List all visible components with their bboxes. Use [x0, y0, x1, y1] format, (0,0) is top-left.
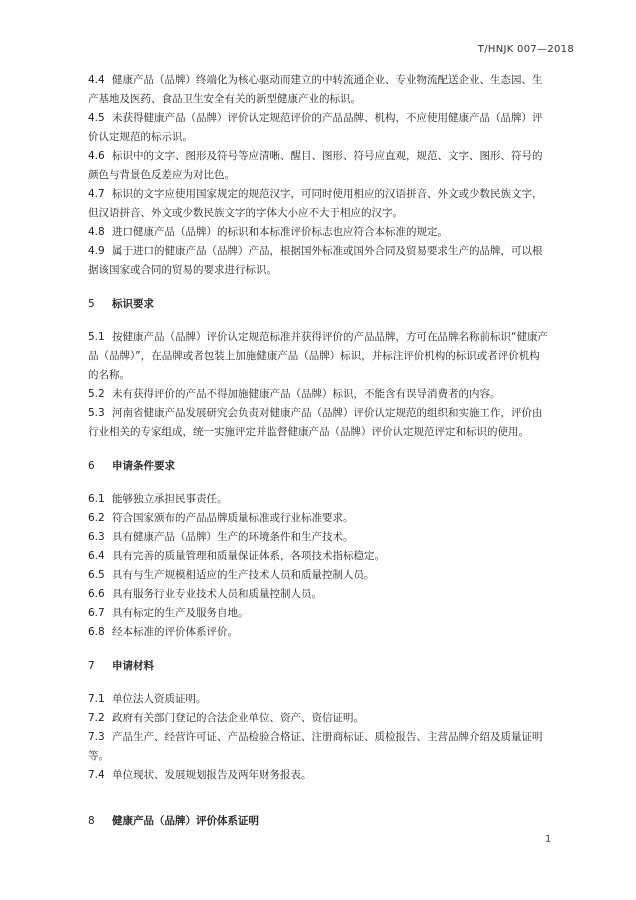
clause-item — [88, 223, 550, 242]
clause-item — [88, 185, 550, 223]
clause-text: 标识的文字应使用国家规定的规范汉字，可同时使用相应的汉语拼音、外文或少数民族文字，但汉语拼音、外文或少数民族文字的字体大小应不大于相应的汉字。 — [88, 188, 543, 219]
section-heading-8 — [88, 812, 550, 831]
clause-text: 按健康产品（品牌）评价认定规范标准并获得评价的产品品牌，方可在品牌名称前标识“健康产品（品牌）”，在品牌或者包装上加施健康产品（品牌）标识，并标注评价机构的标识或者评价机构的名称。 — [88, 331, 548, 381]
clause-item — [88, 585, 550, 604]
section-heading-5 — [88, 295, 550, 314]
clause-text: 经本标准的评价体系评价。 — [112, 626, 238, 638]
clause-item — [88, 547, 550, 566]
clause-text: 单位现状、发展规划报告及两年财务报表。 — [112, 769, 312, 781]
clause-number: 4.9 — [88, 245, 105, 257]
clause-text: 政府有关部门登记的合法企业单位、资产、资信证明。 — [112, 712, 364, 724]
clause-item — [88, 385, 550, 404]
clause-item — [88, 728, 550, 766]
clause-item — [88, 109, 550, 147]
section-title: 标识要求 — [112, 298, 154, 310]
clause-group-5 — [88, 328, 550, 442]
clause-text: 具有健康产品（品牌）生产的环境条件和生产技术。 — [112, 531, 354, 543]
clause-number: 6.1 — [88, 493, 105, 505]
section-number: 7 — [88, 660, 95, 672]
clause-number: 5.3 — [88, 407, 105, 419]
clause-number: 6.3 — [88, 531, 105, 543]
clause-group-7 — [88, 690, 550, 785]
clause-item — [88, 709, 550, 728]
clause-number: 4.5 — [88, 112, 105, 124]
clause-number: 7.1 — [88, 693, 105, 705]
clause-number: 6.5 — [88, 569, 105, 581]
clause-item — [88, 404, 550, 442]
clause-number: 7.2 — [88, 712, 105, 724]
clause-number: 7.4 — [88, 769, 105, 781]
clause-text: 具有服务行业专业技术人员和质量控制人员。 — [112, 588, 322, 600]
clause-number: 4.7 — [88, 188, 105, 200]
clause-number: 4.6 — [88, 150, 105, 162]
clause-group-4 — [88, 71, 550, 280]
section-heading-7 — [88, 657, 550, 676]
clause-item — [88, 690, 550, 709]
section-number: 8 — [88, 815, 95, 827]
clause-text: 属于进口的健康产品（品牌）产品，根据国外标准或国外合同及贸易要求生产的品牌，可以根据该国家或合同的贸易的要求进行标识。 — [88, 245, 543, 276]
clause-item — [88, 623, 550, 642]
page-number: 1 — [545, 834, 552, 845]
clause-item — [88, 242, 550, 280]
section-title: 申请条件要求 — [112, 460, 175, 472]
clause-group-6 — [88, 490, 550, 642]
clause-text: 河南省健康产品发展研究会负责对健康产品（品牌）评价认定规范的组织和实施工作，评价由行业相关的专家组成，统一实施评定并监督健康产品（品牌）评价认定规范评定和标识的使用。 — [88, 407, 543, 438]
clause-number: 6.2 — [88, 512, 105, 524]
clause-number: 5.2 — [88, 388, 105, 400]
clause-text: 健康产品（品牌）终端化为核心驱动而建立的中转流通企业、专业物流配送企业、生态园、生产基地及医药、食品卫生安全有关的新型健康产业的标识。 — [88, 74, 543, 105]
clause-number: 5.1 — [88, 331, 105, 343]
clause-item — [88, 490, 550, 509]
section-number: 6 — [88, 460, 95, 472]
clause-item — [88, 71, 550, 109]
clause-number: 4.8 — [88, 226, 105, 238]
clause-item — [88, 604, 550, 623]
section-title: 健康产品（品牌）评价体系证明 — [112, 815, 259, 827]
clause-item — [88, 766, 550, 785]
clause-text: 未获得健康产品（品牌）评价认定规范评价的产品品牌、机构，不应使用健康产品（品牌）评价认定规范的标示识。 — [88, 112, 543, 143]
clause-text: 能够独立承担民事责任。 — [112, 493, 228, 505]
clause-number: 6.6 — [88, 588, 105, 600]
section-title: 申请材料 — [112, 660, 154, 672]
clause-item — [88, 566, 550, 585]
section-heading-6 — [88, 457, 550, 476]
section-number: 5 — [88, 298, 95, 310]
standard-code: T/HNJK 007—2018 — [477, 44, 574, 55]
clause-number: 7.3 — [88, 731, 105, 743]
clause-text: 具有标定的生产及服务自地。 — [112, 607, 249, 619]
clause-text: 未有获得评价的产品不得加施健康产品（品牌）标识，不能含有误导消费者的内容。 — [112, 388, 501, 400]
document-body — [88, 71, 550, 831]
clause-number: 6.8 — [88, 626, 105, 638]
clause-text: 具有完善的质量管理和质量保证体系，各项技术指标稳定。 — [112, 550, 385, 562]
clause-text: 标识中的文字、图形及符号等应清晰、醒目、图形、符号应直观，规范、文字、图形、符号的颜色与背景色反差应为对比色。 — [88, 150, 543, 181]
clause-number: 6.4 — [88, 550, 105, 562]
clause-item — [88, 328, 550, 385]
clause-text: 符合国家颁布的产品品牌质量标准或行业标准要求。 — [112, 512, 354, 524]
clause-item — [88, 147, 550, 185]
clause-number: 6.7 — [88, 607, 105, 619]
clause-item — [88, 509, 550, 528]
clause-text: 进口健康产品（品牌）的标识和本标准评价标志也应符合本标准的规定。 — [112, 226, 448, 238]
clause-text: 产品生产、经营许可证、产品检验合格证、注册商标证、质检报告、主营品牌介绍及质量证明等。 — [88, 731, 543, 762]
clause-text: 单位法人资质证明。 — [112, 693, 207, 705]
clause-item — [88, 528, 550, 547]
clause-text: 具有与生产规模相适应的生产技术人员和质量控制人员。 — [112, 569, 375, 581]
clause-number: 4.4 — [88, 74, 105, 86]
